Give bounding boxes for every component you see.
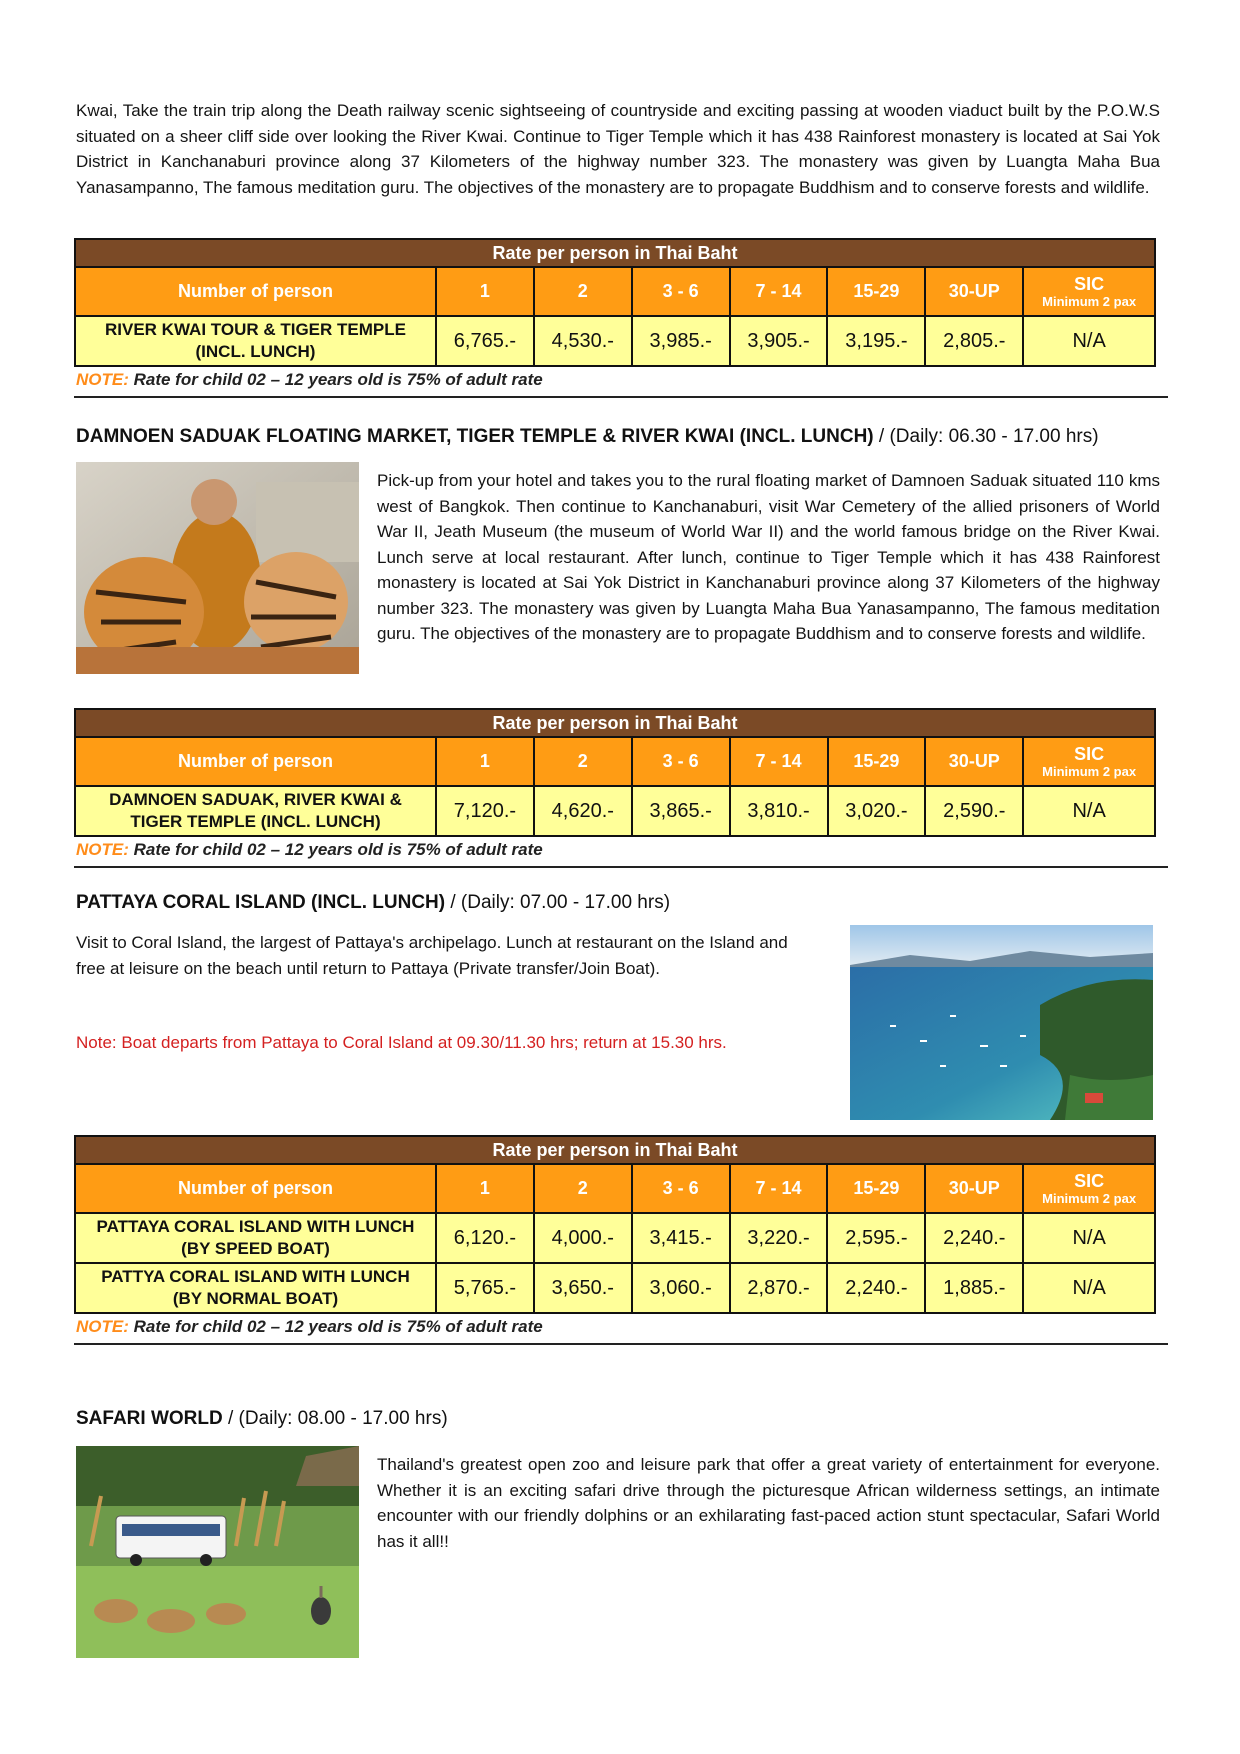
header-col: 15-29	[827, 267, 925, 316]
rate-cell: 3,810.-	[730, 786, 828, 836]
rate-table-damnoen	[74, 708, 1156, 837]
header-col: 2	[534, 737, 632, 786]
tour-name: RIVER KWAI TOUR & TIGER TEMPLE (INCL. LUNCH)	[75, 316, 436, 366]
child-rate-note: NOTE: Rate for child 02 – 12 years old is 75% of adult rate	[76, 1317, 543, 1336]
rate-cell: 3,060.-	[632, 1263, 730, 1313]
rate-cell: 3,650.-	[534, 1263, 632, 1313]
header-number-of-person: Number of person	[75, 267, 436, 316]
damnoen-description: Pick-up from your hotel and takes you to the rural floating market of Damnoen Saduak situated 110 kms west of Bangkok. Then continue to Kanchanaburi, visit War Cemetery of the allied prisoners of World War II, Jeath Museum (the museum of World War II) and the world famous bridge on the River Kwai. Lunch serve at local restaurant. After lunch, continue to Tiger Temple which it has 438 Rainforest monastery is located at Sai Yok District in Kanchanaburi province along 37 Kilometers of the highway number 323. The monastery was given by Luangta Maha Bua Yanasampanno, The famous meditation guru. The objectives of the monastery are to propagate Buddhism and to conserve forests and wildlife.	[377, 471, 1160, 643]
rate-cell: 1,885.-	[925, 1263, 1023, 1313]
table-row	[75, 1263, 1155, 1313]
child-rate-note: NOTE: Rate for child 02 – 12 years old is 75% of adult rate	[76, 840, 543, 859]
tour-name: PATTAYA CORAL ISLAND WITH LUNCH (BY SPEED BOAT)	[75, 1213, 436, 1263]
safari-description: Thailand's greatest open zoo and leisure park that offer a great variety of entertainment for everyone. Whether it is an exciting safari drive through the picturesque African wilderness settings, an intimate encounter with our friendly dolphins or an exhilarating fast-paced action stunt spectacular, Safari World has it all!!	[377, 1455, 1160, 1551]
header-col: 1	[436, 267, 534, 316]
table-caption: Rate per person in Thai Baht	[75, 239, 1155, 267]
rate-cell: 5,765.-	[436, 1263, 534, 1313]
table-caption: Rate per person in Thai Baht	[75, 709, 1155, 737]
rate-cell: 3,195.-	[827, 316, 925, 366]
safari-world-photo	[76, 1446, 359, 1658]
pattaya-description: Visit to Coral Island, the largest of Pattaya's archipelago. Lunch at restaurant on the Island and free at leisure on the beach until return to Pattaya (Private transfer/Join Boat).	[76, 933, 788, 978]
tour-name: PATTYA CORAL ISLAND WITH LUNCH (BY NORMAL BOAT)	[75, 1263, 436, 1313]
sic-sub: Minimum 2 pax	[1042, 763, 1137, 779]
rate-cell: 3,020.-	[828, 786, 926, 836]
rate-cell: 3,865.-	[632, 786, 730, 836]
header-col: 1	[436, 737, 534, 786]
header-number-of-person: Number of person	[75, 737, 436, 786]
section-title-safari: SAFARI WORLD / (Daily: 08.00 - 17.00 hrs)	[76, 1408, 448, 1429]
header-sic	[1023, 737, 1155, 786]
boat-departure-note: Note: Boat departs from Pattaya to Coral Island at 09.30/11.30 hrs; return at 15.30 hrs.	[76, 1033, 727, 1052]
rate-cell: 2,590.-	[925, 786, 1023, 836]
child-rate-note: NOTE: Rate for child 02 – 12 years old is 75% of adult rate	[76, 370, 543, 389]
table-row	[75, 1213, 1155, 1263]
tour-name: DAMNOEN SADUAK, RIVER KWAI & TIGER TEMPLE (INCL. LUNCH)	[75, 786, 436, 836]
sic-label: SIC	[1074, 1170, 1105, 1191]
rate-cell: 2,595.-	[827, 1213, 925, 1263]
header-col: 2	[534, 267, 632, 316]
table-row	[75, 786, 1155, 836]
rate-cell: 4,620.-	[534, 786, 632, 836]
section-divider	[74, 1343, 1168, 1345]
sic-sub: Minimum 2 pax	[1042, 1190, 1137, 1206]
sic-cell: N/A	[1023, 316, 1155, 366]
section-title-pattaya: PATTAYA CORAL ISLAND (INCL. LUNCH) / (Daily: 07.00 - 17.00 hrs)	[76, 892, 671, 913]
rate-cell: 6,120.-	[436, 1213, 534, 1263]
sic-label: SIC	[1074, 743, 1105, 764]
rate-cell: 7,120.-	[436, 786, 534, 836]
rate-cell: 4,000.-	[534, 1213, 632, 1263]
section-title-damnoen: DAMNOEN SADUAK FLOATING MARKET, TIGER TEMPLE & RIVER KWAI (INCL. LUNCH) / (Daily: 06.30 - 17.00 hrs)	[76, 426, 1099, 447]
sic-cell: N/A	[1023, 1263, 1155, 1313]
header-col: 15-29	[828, 737, 926, 786]
header-sic	[1023, 267, 1155, 316]
header-col: 7 - 14	[730, 737, 828, 786]
section-divider	[74, 396, 1168, 398]
header-number-of-person: Number of person	[75, 1164, 436, 1213]
header-col: 7 - 14	[730, 1164, 828, 1213]
header-col: 30-UP	[925, 267, 1023, 316]
rate-cell: 4,530.-	[534, 316, 632, 366]
rate-table-pattaya	[74, 1135, 1156, 1314]
section-divider	[74, 866, 1168, 868]
tiger-monk-photo	[76, 462, 359, 674]
table-caption: Rate per person in Thai Baht	[75, 1136, 1155, 1164]
sic-cell: N/A	[1023, 786, 1155, 836]
sic-cell: N/A	[1023, 1213, 1155, 1263]
rate-cell: 3,985.-	[632, 316, 730, 366]
header-col: 30-UP	[925, 1164, 1023, 1213]
table-row	[75, 316, 1155, 366]
header-col: 1	[436, 1164, 534, 1213]
rate-cell: 2,240.-	[925, 1213, 1023, 1263]
intro-paragraph: Kwai, Take the train trip along the Death railway scenic sightseeing of countryside and exciting passing at wooden viaduct built by the P.O.W.S situated on a sheer cliff side over looking the River Kwai. Continue to Tiger Temple which it has 438 Rainforest monastery is located at Sai Yok District in Kanchanaburi province along 37 Kilometers of the highway number 323. The monastery was given by Luangta Maha Bua Yanasampanno, The famous meditation guru. The objectives of the monastery are to propagate Buddhism and to conserve forests and wildlife.	[76, 101, 1160, 197]
rate-cell: 2,805.-	[925, 316, 1023, 366]
header-col: 2	[534, 1164, 632, 1213]
header-col: 15-29	[827, 1164, 925, 1213]
sic-sub: Minimum 2 pax	[1042, 293, 1137, 309]
header-col: 7 - 14	[730, 267, 828, 316]
rate-cell: 3,220.-	[730, 1213, 828, 1263]
rate-cell: 2,240.-	[827, 1263, 925, 1313]
coral-island-photo	[850, 925, 1153, 1120]
rate-cell: 2,870.-	[730, 1263, 828, 1313]
header-sic	[1023, 1164, 1155, 1213]
rate-table-river-kwai	[74, 238, 1156, 367]
rate-cell: 3,905.-	[730, 316, 828, 366]
rate-cell: 6,765.-	[436, 316, 534, 366]
header-col: 3 - 6	[632, 737, 730, 786]
header-col: 3 - 6	[632, 267, 730, 316]
header-col: 30-UP	[925, 737, 1023, 786]
header-col: 3 - 6	[632, 1164, 730, 1213]
rate-cell: 3,415.-	[632, 1213, 730, 1263]
sic-label: SIC	[1074, 273, 1105, 294]
